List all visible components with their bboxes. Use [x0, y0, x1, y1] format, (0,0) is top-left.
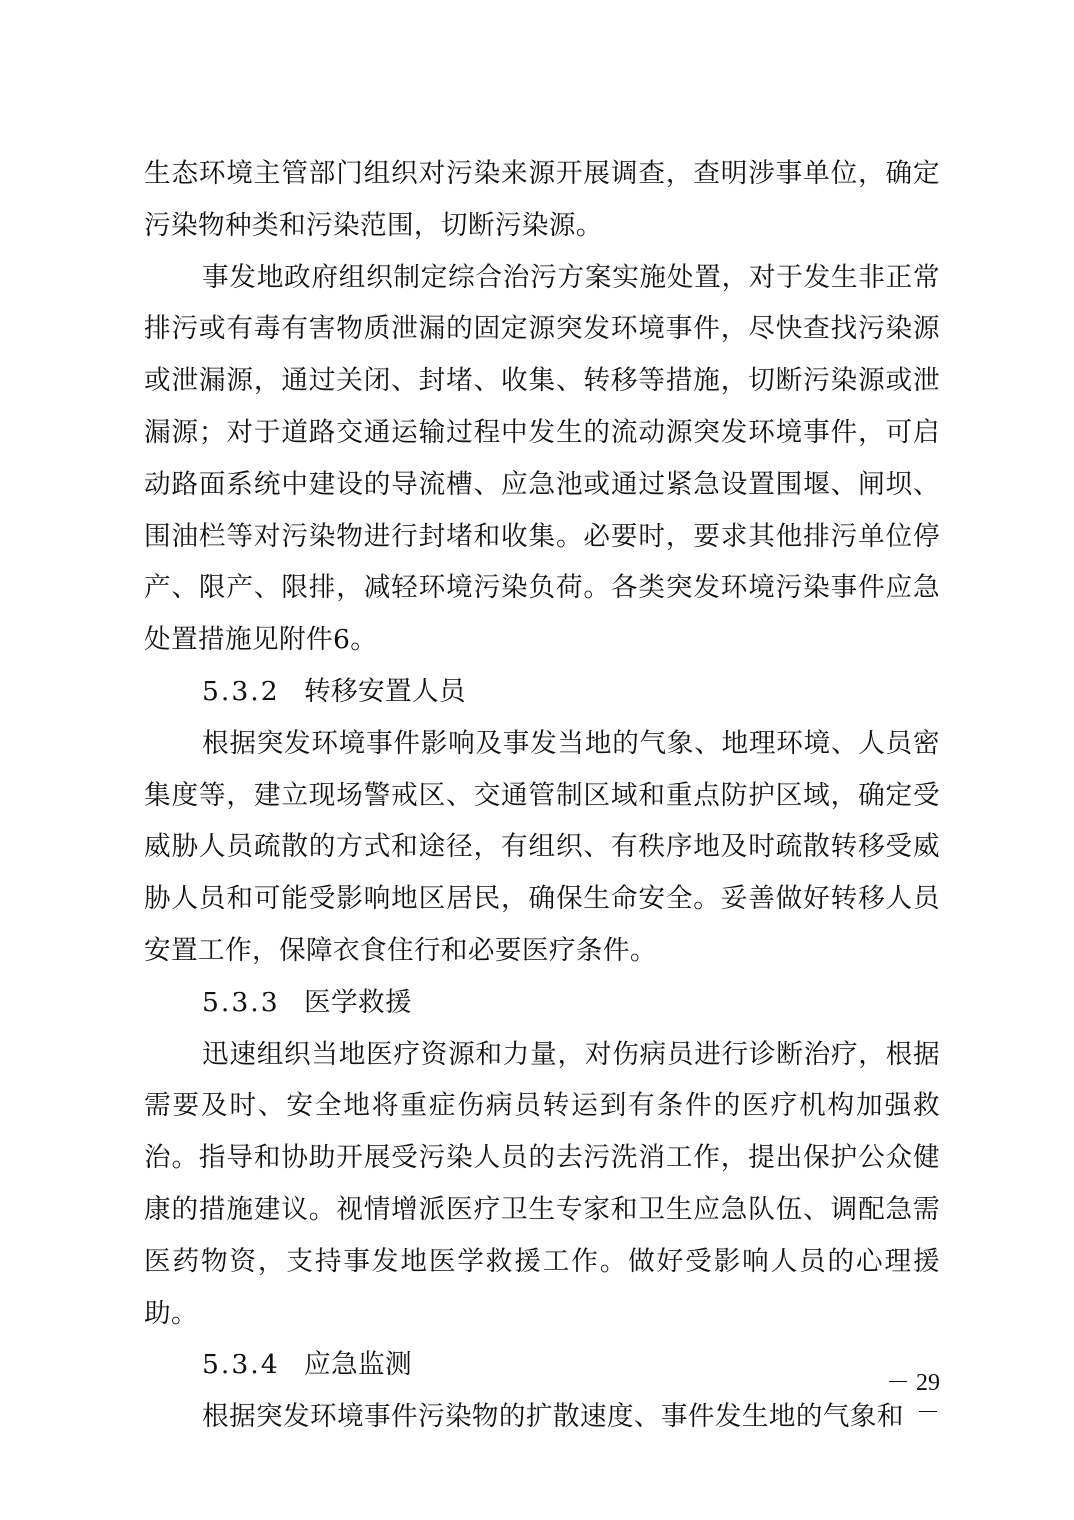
- paragraph-evacuation: 根据突发环境事件影响及事发当地的气象、地理环境、人员密集度等，建立现场警戒区、交通管制区域和重点防护区域，确定受威胁人员疏散的方式和途径，有组织、有秩序地及时疏散转移受威胁人员和可能受影响地区居民，确保生命安全。妥善做好转移人员安置工作，保障衣食住行和必要医疗条件。: [144, 727, 940, 966]
- section-heading-5-3-4: [144, 1339, 940, 1391]
- section-title: 应急监测: [304, 1349, 412, 1381]
- section-number: 5.3.3: [202, 986, 280, 1018]
- section-heading-5-3-2: [144, 666, 940, 718]
- section-title: 转移安置人员: [304, 675, 466, 707]
- paragraph-emergency-monitoring: 根据突发环境事件污染物的扩散速度、事件发生地的气象和: [202, 1401, 904, 1433]
- page-body: [144, 148, 940, 1443]
- section-number: 5.3.4: [202, 1349, 280, 1381]
- section-heading-5-3-3: [144, 977, 940, 1029]
- page-number: － 29 －: [886, 1370, 940, 1426]
- section-title: 医学救援: [304, 986, 412, 1018]
- section-number: 5.3.2: [202, 675, 280, 707]
- paragraph-pollution-source-investigation: 生态环境主管部门组织对污染来源开展调查，查明涉事单位，确定污染物种类和污染范围，切断污染源。: [144, 158, 940, 241]
- paragraph-comprehensive-treatment: 事发地政府组织制定综合治污方案实施处置，对于发生非正常排污或有毒有害物质泄漏的固定源突发环境事件，尽快查找污染源或泄漏源，通过关闭、封堵、收集、转移等措施，切断污染源或泄漏源；对于道路交通运输过程中发生的流动源突发环境事件，可启动路面系统中建设的导流槽、应急池或通过紧急设置围堰、闸坝、围油栏等对污染物进行封堵和收集。必要时，要求其他排污单位停产、限产、限排，减轻环境污染负荷。各类突发环境污染事件应急处置措施见附件6。: [144, 261, 940, 656]
- paragraph-medical-rescue: 迅速组织当地医疗资源和力量，对伤病员进行诊断治疗，根据需要及时、安全地将重症伤病员转运到有条件的医疗机构加强救治。指导和协助开展受污染人员的去污洗消工作，提出保护公众健康的措施建议。视情增派医疗卫生专家和卫生应急队伍、调配急需医药物资，支持事发地医学救援工作。做好受影响人员的心理援助。: [144, 1038, 940, 1329]
